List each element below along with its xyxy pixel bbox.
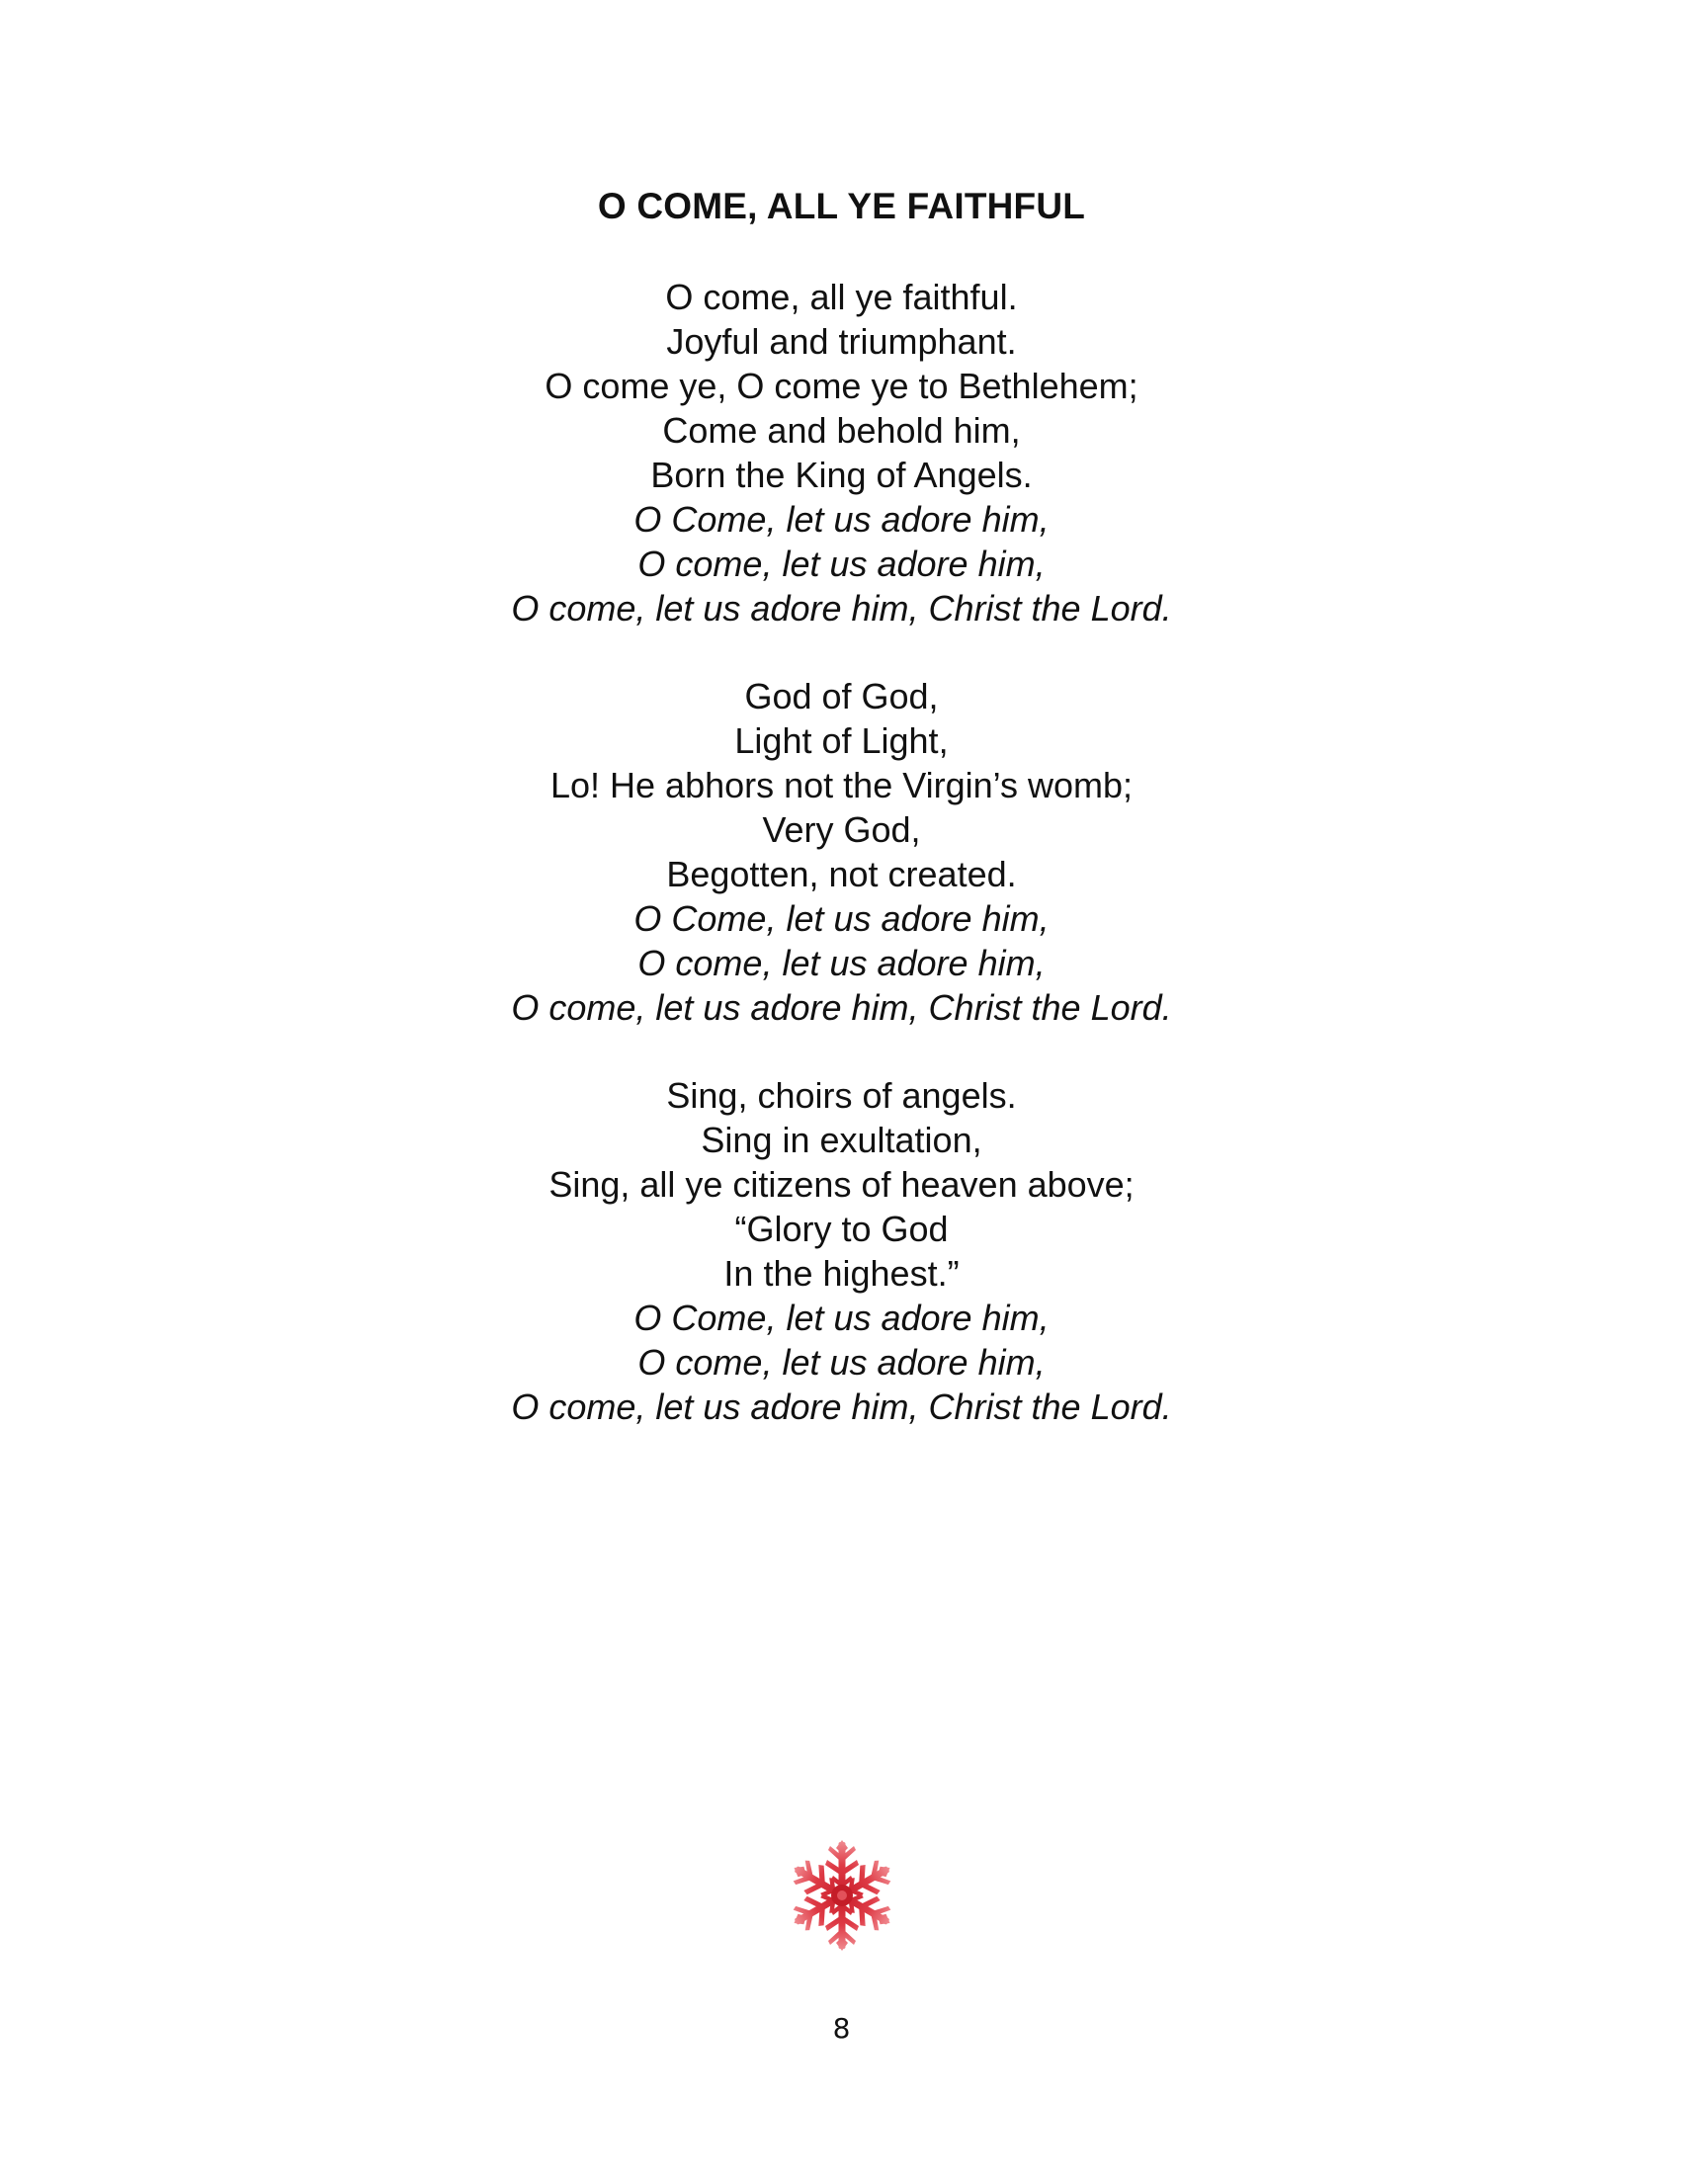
hymn-title: O COME, ALL YE FAITHFUL: [597, 186, 1086, 226]
refrain-line: O come, let us adore him,: [637, 1342, 1046, 1383]
verse-line: In the highest.”: [723, 1253, 960, 1294]
refrain-line: O come, let us adore him, Christ the Lord.: [511, 1386, 1172, 1427]
verse-line: Come and behold him,: [662, 410, 1021, 451]
stanza: [0, 275, 1683, 630]
refrain-line: O Come, let us adore him,: [633, 499, 1050, 540]
verse-line: Sing in exultation,: [701, 1120, 982, 1160]
verse-line: Begotten, not created.: [666, 854, 1017, 894]
verse-line: Joyful and triumphant.: [666, 321, 1017, 362]
verse-line: Very God,: [762, 809, 921, 850]
verse-line: Sing, choirs of angels.: [666, 1075, 1017, 1116]
refrain-line: O Come, let us adore him,: [633, 1298, 1050, 1338]
verse-line: Lo! He abhors not the Virgin’s womb;: [549, 765, 1133, 805]
verse-line: Born the King of Angels.: [650, 455, 1033, 495]
refrain-line: O come, let us adore him,: [637, 943, 1046, 983]
verse-line: O come ye, O come ye to Bethlehem;: [545, 366, 1138, 406]
verse-line: Sing, all ye citizens of heaven above;: [548, 1164, 1135, 1205]
verse-line: Light of Light,: [734, 720, 949, 761]
stanza: [0, 674, 1683, 1030]
refrain-line: O come, let us adore him,: [637, 544, 1046, 584]
refrain-line: O Come, let us adore him,: [633, 898, 1050, 939]
page-number: 8: [832, 2012, 851, 2045]
refrain-line: O come, let us adore him, Christ the Lord.: [511, 588, 1172, 629]
snowflake-icon: [791, 1838, 893, 1953]
verse-line: God of God,: [744, 676, 939, 716]
stanza: [0, 1073, 1683, 1429]
verse-line: “Glory to God: [734, 1209, 949, 1249]
refrain-line: O come, let us adore him, Christ the Lord.: [511, 987, 1172, 1028]
verse-line: O come, all ye faithful.: [665, 277, 1018, 317]
